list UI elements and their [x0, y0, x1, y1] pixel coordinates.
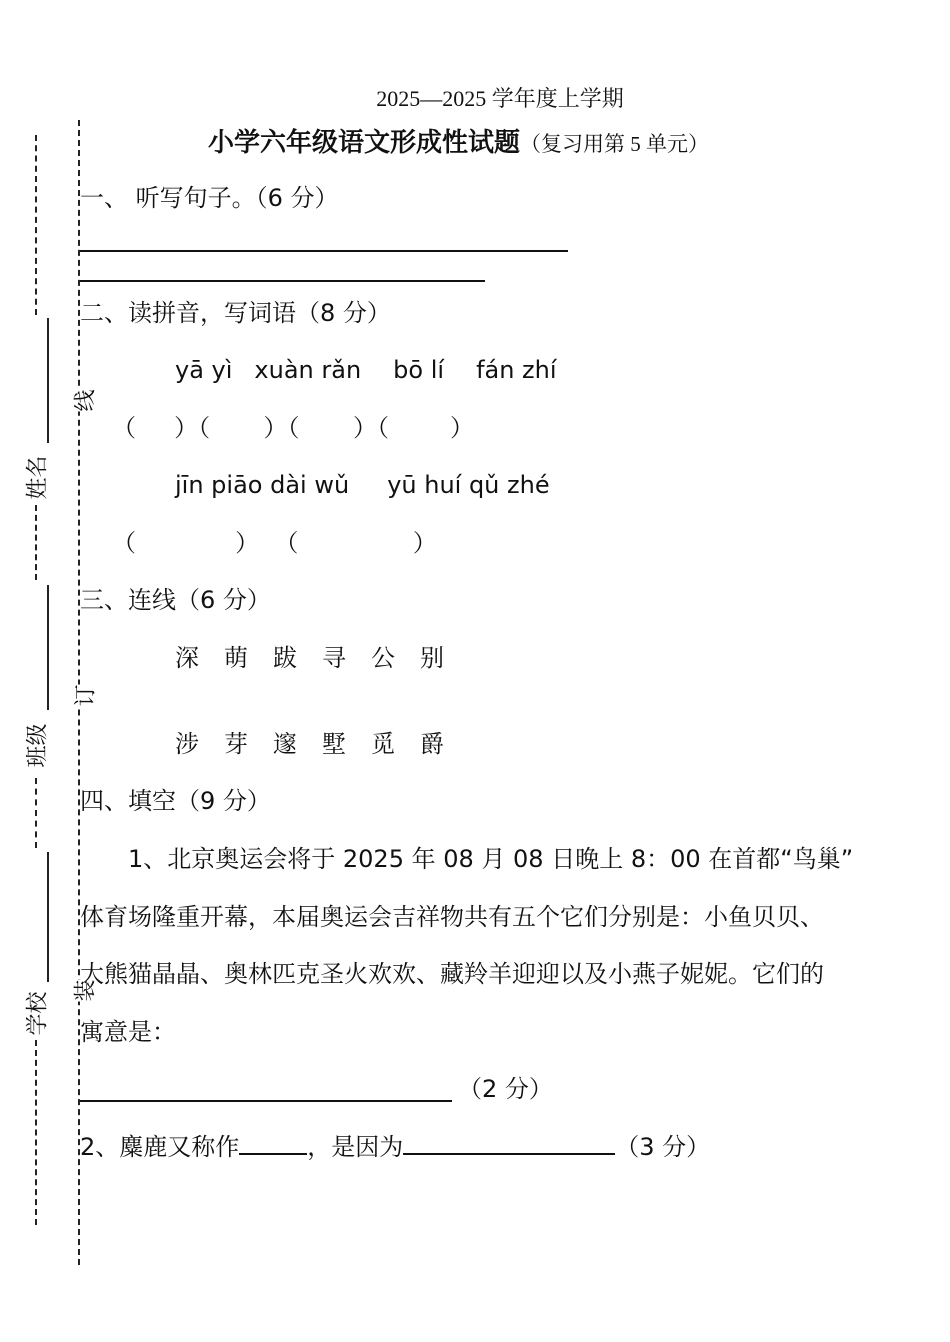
dictation-line-2	[80, 280, 485, 282]
q1-line-3: 大熊猫晶晶、奥林匹克圣火欢欢、藏羚羊迎迎以及小燕子妮妮。它们的	[80, 960, 824, 988]
school-fill-line	[47, 852, 49, 982]
match-char: 涉	[175, 730, 199, 758]
match-char: 别	[420, 644, 444, 672]
page-title: 小学六年级语文形成性试题	[208, 128, 521, 158]
pinyin-item: bō lí	[393, 356, 445, 384]
answer-parens-row-2: （ ） （ ）	[112, 529, 437, 557]
pinyin-item: xuàn rǎn	[254, 356, 362, 384]
match-char: 爵	[420, 730, 444, 758]
install-label: 装	[69, 979, 100, 1001]
page-subtitle: （复习用第 5 单元）	[520, 132, 710, 156]
outer-dashed-line-mid1	[35, 505, 37, 580]
class-fill-line	[47, 585, 49, 710]
q1-score: （2 分）	[458, 1075, 553, 1103]
pinyin-item: yā yì	[175, 356, 233, 384]
section-3-title: 三、连线（6 分）	[80, 586, 271, 614]
outer-dashed-line-mid2	[35, 778, 37, 848]
q2-line	[80, 1131, 710, 1163]
q2-text-part1: 2、麋鹿又称作	[80, 1133, 240, 1161]
pinyin-row-1	[175, 354, 557, 386]
school-label: 学校	[25, 991, 51, 1036]
section-4-title: 四、填空（9 分）	[80, 787, 271, 815]
name-label: 姓名	[25, 455, 51, 500]
q2-blank-reason[interactable]	[403, 1131, 615, 1155]
dictation-line-1	[80, 250, 568, 252]
q2-blank-alias[interactable]	[239, 1131, 307, 1155]
q2-text-part2: ，是因为	[307, 1133, 404, 1161]
title-row	[208, 122, 709, 159]
outer-dashed-line-bottom	[35, 1040, 37, 1225]
match-char: 邃	[273, 730, 297, 758]
match-char: 墅	[322, 730, 346, 758]
match-char: 芽	[224, 730, 248, 758]
cut-line-label: 线	[69, 389, 100, 411]
match-row-top	[175, 642, 444, 674]
pinyin-item: jīn piāo dài wǔ	[175, 471, 350, 499]
q1-line-1: 1、北京奥运会将于 2025 年 08 月 08 日晚上 8：00 在首都“鸟巢”	[128, 845, 854, 873]
match-char: 跋	[273, 644, 297, 672]
section-1-title: 一、 听写句子。（6 分）	[80, 184, 339, 212]
pinyin-item: fán zhí	[476, 356, 557, 384]
match-char: 深	[175, 644, 199, 672]
name-fill-line	[47, 318, 49, 443]
outer-dashed-line-top	[35, 135, 37, 315]
q2-score: （3 分）	[615, 1133, 711, 1161]
class-label: 班级	[25, 723, 51, 768]
q1-line-2: 体育场隆重开幕，本届奥运会吉祥物共有五个它们分别是：小鱼贝贝、	[80, 903, 824, 931]
match-char: 觅	[371, 730, 395, 758]
q1-line-4: 寓意是：	[80, 1018, 176, 1046]
bind-label: 订	[69, 684, 100, 706]
match-char: 寻	[322, 644, 346, 672]
q1-answer-blank[interactable]	[80, 1100, 452, 1102]
pinyin-row-2	[175, 469, 550, 501]
match-char: 萌	[224, 644, 248, 672]
match-char: 公	[371, 644, 395, 672]
section-2-title: 二、读拼音，写词语（8 分）	[80, 299, 391, 327]
pinyin-item: yū huí qǔ zhé	[387, 471, 550, 499]
answer-parens-row-1: （ ）（ ）（ ）（ ）	[112, 414, 474, 442]
match-row-bottom	[175, 728, 444, 760]
year-line: 2025—2025 学年度上学期	[376, 86, 624, 111]
